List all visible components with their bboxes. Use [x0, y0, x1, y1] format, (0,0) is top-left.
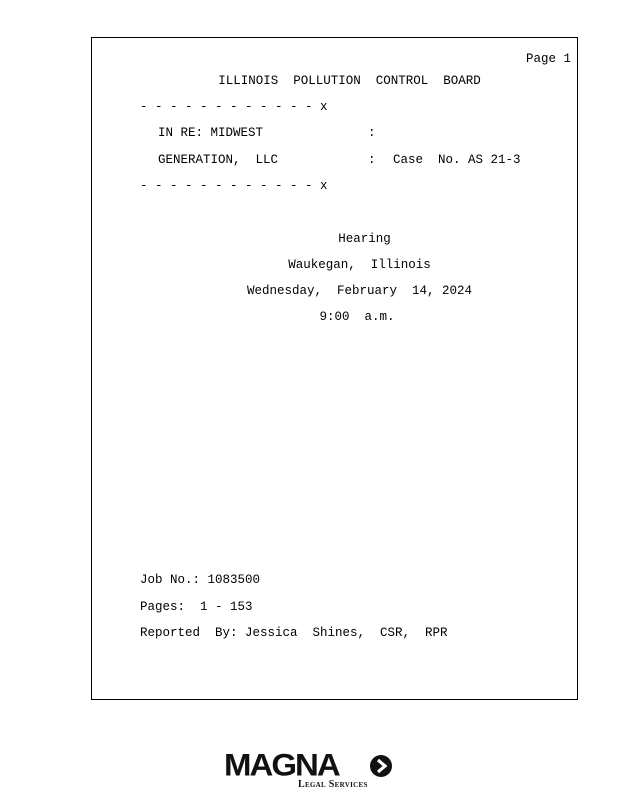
caption-colon-1: : [368, 126, 376, 140]
hearing-date: Wednesday, February 14, 2024 [246, 284, 473, 298]
transcript-page [91, 37, 578, 700]
logo-wordmark: MAGNA [224, 747, 339, 783]
job-number: Job No.: 1083500 [140, 573, 261, 587]
caption-colon-2: : [368, 153, 376, 167]
in-re-line-2: GENERATION, LLC [158, 153, 279, 167]
hearing-label: Hearing [338, 232, 391, 246]
separator-top: - - - - - - - - - - - - x [140, 100, 328, 114]
separator-bottom: - - - - - - - - - - - - x [140, 179, 328, 193]
hearing-time: 9:00 a.m. [319, 310, 395, 324]
logo-subtitle: Legal Services [298, 779, 368, 790]
case-number: Case No. AS 21-3 [393, 153, 521, 167]
reported-by: Reported By: Jessica Shines, CSR, RPR [140, 626, 448, 640]
chevron-right-circle-icon [369, 754, 393, 778]
in-re-line-1: IN RE: MIDWEST [158, 126, 264, 140]
page-range: Pages: 1 - 153 [140, 600, 253, 614]
hearing-location: Waukegan, Illinois [288, 258, 431, 272]
page-number: Page 1 [525, 52, 571, 66]
magna-logo [224, 748, 396, 792]
board-title: ILLINOIS POLLUTION CONTROL BOARD [218, 74, 481, 88]
